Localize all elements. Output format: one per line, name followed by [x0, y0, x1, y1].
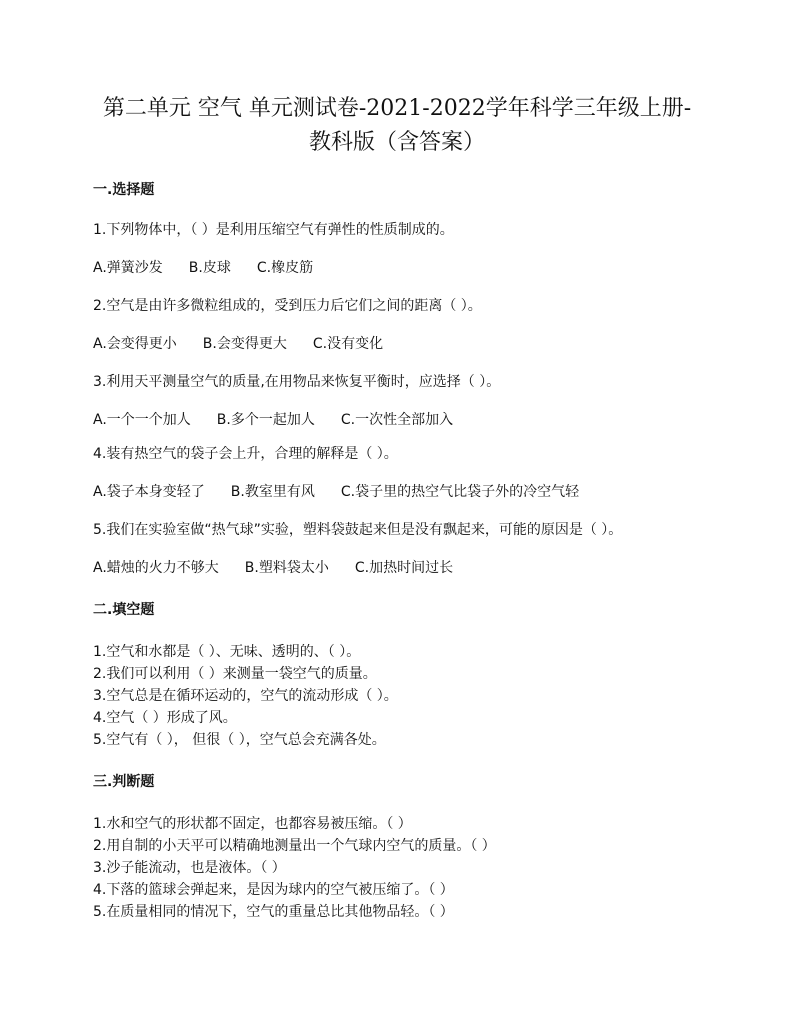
judge-item-4: 4.下落的篮球会弹起来，是因为球内的空气被压缩了。（ ）: [93, 882, 454, 898]
section-heading-choice: 一.选择题: [93, 182, 155, 198]
judge-item-5: 5.在质量相同的情况下，空气的重量总比其他物品轻。（ ）: [93, 904, 454, 920]
option-b: B.教室里有风: [230, 484, 315, 500]
judge-item-3: 3.沙子能流动，也是液体。（ ）: [93, 860, 286, 876]
judge-item-2: 2.用自制的小天平可以精确地测量出一个气球内空气的质量。（ ）: [93, 838, 496, 854]
option-a: A.蜡烛的火力不够大: [93, 560, 219, 576]
choice-options-2: [93, 334, 409, 354]
choice-question-3: 3.利用天平测量空气的质量,在用物品来恢复平衡时，应选择（ ）。: [93, 374, 501, 390]
fill-item-1: 1.空气和水都是（ ）、无味、透明的、（ ）。: [93, 644, 361, 660]
option-c: C.袋子里的热空气比袋子外的冷空气轻: [340, 484, 580, 500]
choice-options-4: [93, 482, 605, 502]
option-c: C.一次性全部加入: [340, 412, 454, 428]
option-a: A.一个一个加人: [93, 412, 191, 428]
option-b: B.多个一起加人: [216, 412, 315, 428]
choice-question-5: 5.我们在实验室做“热气球”实验，塑料袋鼓起来但是没有飘起来，可能的原因是（ ）。: [93, 522, 623, 538]
fill-item-3: 3.空气总是在循环运动的，空气的流动形成（ ）。: [93, 688, 398, 704]
choice-question-2: 2.空气是由许多微粒组成的，受到压力后它们之间的距离（ ）。: [93, 298, 482, 314]
choice-options-5: [93, 558, 479, 578]
choice-question-1: 1.下列物体中，（ ）是利用压缩空气有弹性的性质制成的。: [93, 222, 454, 238]
option-b: B.皮球: [188, 260, 231, 276]
option-b: B.会变得更大: [202, 336, 287, 352]
choice-options-3: [93, 410, 479, 430]
option-c: C.橡皮筋: [256, 260, 314, 276]
option-b: B.塑料袋太小: [244, 560, 329, 576]
section-heading-fill: 二.填空题: [93, 602, 155, 618]
fill-item-5: 5.空气有（ ）， 但很（ ），空气总会充满各处。: [93, 732, 386, 748]
document-title-line-2: 教科版（含答案）: [308, 130, 485, 155]
section-heading-judge: 三.判断题: [93, 774, 155, 790]
option-c: C.加热时间过长: [354, 560, 454, 576]
judge-item-1: 1.水和空气的形状都不固定，也都容易被压缩。（ ）: [93, 816, 412, 832]
choice-question-4: 4.装有热空气的袋子会上升，合理的解释是（ ）。: [93, 446, 398, 462]
document-title-line-1: 第二单元 空气 单元测试卷-2021-2022学年科学三年级上册-: [102, 96, 692, 121]
fill-item-2: 2.我们可以利用（ ）来测量一袋空气的质量。: [93, 666, 377, 682]
option-a: A.会变得更小: [93, 336, 177, 352]
fill-item-4: 4.空气（ ）形成了风。: [93, 710, 237, 726]
option-a: A.袋子本身变轻了: [93, 484, 205, 500]
choice-options-1: [93, 258, 339, 278]
option-a: A.弹簧沙发: [93, 260, 163, 276]
option-c: C.没有变化: [312, 336, 384, 352]
